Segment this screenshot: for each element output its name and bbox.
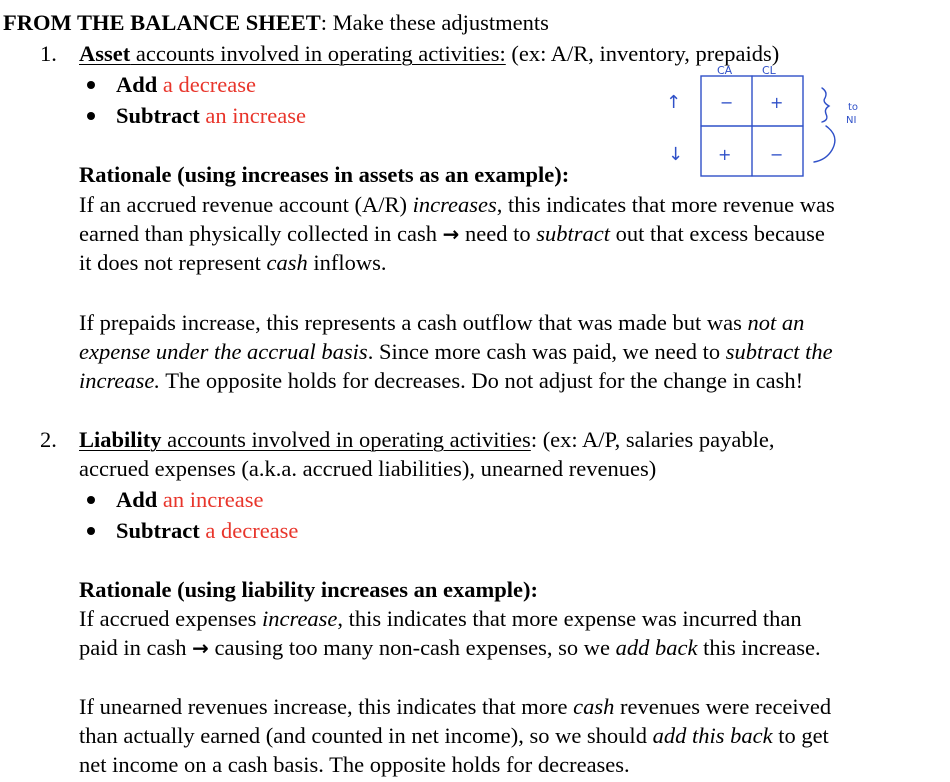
text-run-italic: subtract <box>536 221 610 246</box>
text-run: it does not represent <box>79 250 267 275</box>
bullet-bold: Add <box>116 72 158 97</box>
text-run-italic: cash <box>266 250 308 275</box>
hand-label-ca: CA <box>717 64 733 77</box>
section-2-para-2-line-3: net income on a cash basis. The opposite holds for decreases. <box>79 752 630 777</box>
text-run: If accrued expenses <box>79 606 263 631</box>
text-run-italic: cash <box>573 694 615 719</box>
hand-note-to: to <box>848 102 859 113</box>
text-run: , this indicates that more expense was incurred than <box>337 606 802 631</box>
bullet-bold: Subtract <box>116 518 200 543</box>
text-run: paid in cash <box>79 635 193 660</box>
text-run: out that excess because <box>610 221 825 246</box>
text-run-italic: not an <box>747 310 805 335</box>
text-run: earned than physically collected in cash <box>79 221 443 246</box>
text-run: to get <box>772 723 829 748</box>
bullet-red: a decrease <box>199 518 299 543</box>
hand-cell-plus: + <box>770 93 784 112</box>
hand-note-ni: NI <box>846 115 857 126</box>
text-run: this increase. <box>697 635 821 660</box>
text-run-italic: increase. <box>79 368 161 393</box>
text-run-italic: increase <box>262 606 338 631</box>
hand-brace-bottom <box>814 126 835 162</box>
section-2-number: 2. <box>40 427 57 452</box>
section-1-title-bold: Asset <box>79 41 131 66</box>
section-2-title-rest: : (ex: A/P, salaries payable, <box>530 427 775 452</box>
text-run: need to <box>459 221 537 246</box>
text-run-italic: expense under the accrual basis <box>79 339 368 364</box>
bullet-red: an increase <box>199 103 306 128</box>
text-run: If an accrued revenue account (A/R) <box>79 192 413 217</box>
hand-cell-minus: − <box>720 93 734 112</box>
text-run-italic: add back <box>615 635 698 660</box>
bullet-bold: Subtract <box>116 103 200 128</box>
text-run: , this indicates that more revenue was <box>496 192 835 217</box>
text-run: than actually earned (and counted in net income), so we should <box>79 723 653 748</box>
bullet-bold: Add <box>116 487 158 512</box>
text-run: inflows. <box>307 250 387 275</box>
hand-brace-top <box>822 88 829 122</box>
text-run-italic: increases <box>412 192 497 217</box>
text-run: . Since more cash was paid, we need to <box>367 339 726 364</box>
section-2-title-line-2: accrued expenses (a.k.a. accrued liabilities), unearned revenues) <box>79 456 657 481</box>
hand-cell-plus: + <box>718 145 732 164</box>
hand-label-cl: CL <box>762 64 776 77</box>
section-1-title-underlined: accounts involved in operating activities: <box>130 41 506 66</box>
text-run: causing too many non-cash expenses, so we <box>208 635 616 660</box>
up-arrow-icon: ↑ <box>666 92 682 113</box>
section-2-title-bold: Liability <box>79 427 162 452</box>
bullet-red: an increase <box>157 487 264 512</box>
section-2-title-underlined: accounts involved in operating activities <box>161 427 531 452</box>
down-arrow-icon: ↓ <box>668 144 684 165</box>
section-1-number: 1. <box>40 41 57 66</box>
text-run: revenues were received <box>614 694 832 719</box>
section-1-title-rest: (ex: A/R, inventory, prepaids) <box>505 41 780 66</box>
text-run-italic: add this back <box>652 723 773 748</box>
section-2-rationale-heading: Rationale (using liability increases an example): <box>79 577 538 602</box>
bullet-red: a decrease <box>157 72 256 97</box>
section-1-rationale-heading: Rationale (using increases in assets as an example): <box>79 162 570 187</box>
text-run-italic: subtract the <box>725 339 833 364</box>
text-run: If unearned revenues increase, this indicates that more <box>79 694 574 719</box>
heading-bold: FROM THE BALANCE SHEET <box>3 10 321 35</box>
text-run: If prepaids increase, this represents a cash outflow that was made but was <box>79 310 748 335</box>
heading-rest: : Make these adjustments <box>320 10 549 35</box>
text-run: The opposite holds for decreases. Do not adjust for the change in cash! <box>160 368 804 393</box>
hand-cell-minus: − <box>770 145 784 164</box>
right-arrow-icon: → <box>192 636 209 660</box>
right-arrow-icon: → <box>442 222 460 246</box>
